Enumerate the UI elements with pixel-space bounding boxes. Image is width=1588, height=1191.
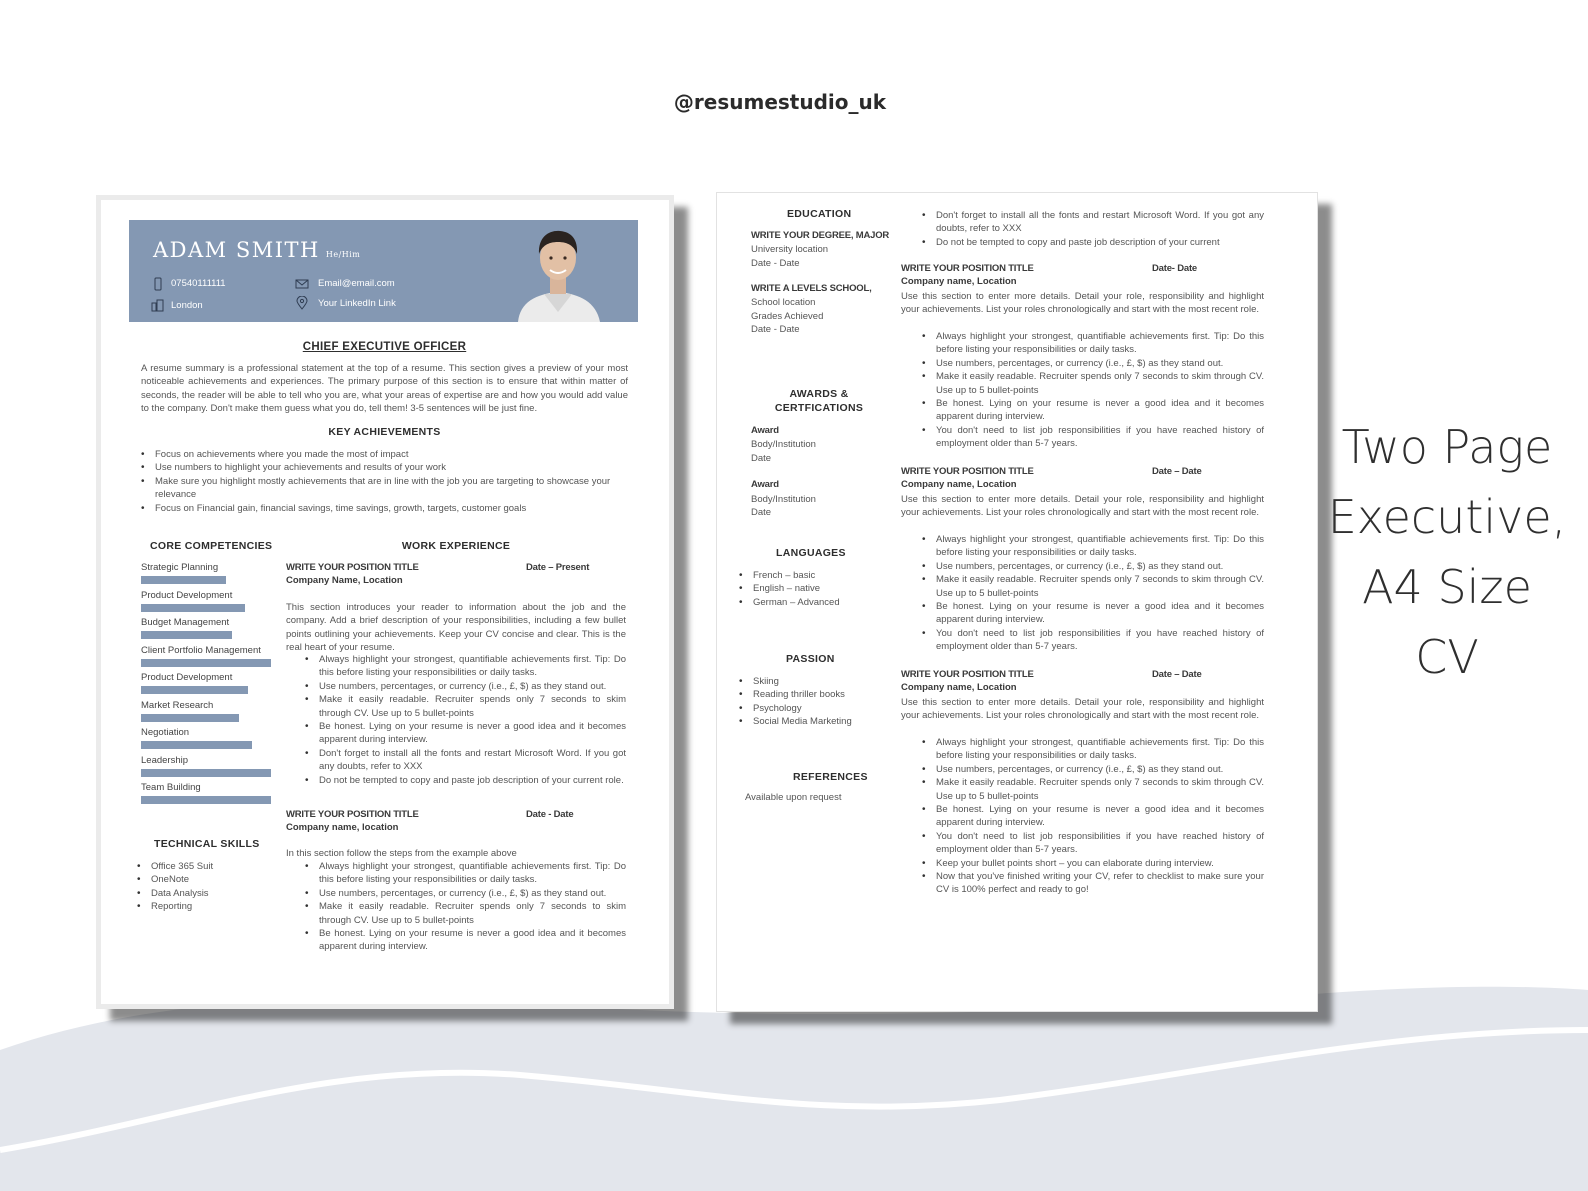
header-banner — [129, 220, 638, 322]
list-item: • Use numbers, percentages, or currency (i.e., £, $) as they stand out. — [920, 763, 1264, 776]
position-date: Date – Date — [1152, 669, 1202, 680]
references-text: Available upon request — [745, 792, 842, 803]
job-description: Use this section to enter more details. Detail your role, responsibility and highlight your achievements. List your roles chronologically and start with the most recent role. — [901, 494, 1264, 519]
carryover-bullets — [920, 209, 1264, 249]
skill-name: Product Development — [141, 672, 233, 683]
company-name: Company name, Location — [901, 682, 1017, 693]
pronouns: He/Him — [325, 250, 361, 259]
phone-icon — [151, 277, 165, 291]
list-item: • Make it easily readable. Recruiter spends only 7 seconds to skim through CV. Use up to 5 bullet-points — [303, 693, 626, 720]
award-title: Award — [751, 479, 779, 490]
list-item: • Be honest. Lying on your resume is never a good idea and it becomes apparent during interview. — [920, 803, 1264, 830]
skill-name: Team Building — [141, 782, 201, 793]
awards-heading-line1: AWARDS & — [789, 388, 849, 400]
position-title: WRITE YOUR POSITION TITLE — [286, 809, 419, 820]
phone-number: 07540111111 — [171, 278, 226, 289]
passion-list — [737, 675, 897, 729]
skill-name: Market Research — [141, 699, 214, 711]
list-item: • Make sure you highlight mostly achievements that are in line with the job you are targeting to showcase your relevance — [139, 475, 629, 502]
award-date: Date — [751, 507, 772, 518]
list-item: • Use numbers, percentages, or currency (i.e., £, $) as they stand out. — [920, 357, 1264, 370]
languages-list — [737, 569, 887, 609]
brand-handle: @resumestudio_uk — [673, 90, 887, 114]
list-item: • Always highlight your strongest, quantifiable achievements first. Tip: Do this before listing your responsibilities or daily tasks. — [303, 653, 626, 680]
email-address: Email@email.com — [318, 278, 395, 289]
list-item: • Be honest. Lying on your resume is never a good idea and it becomes apparent during interview. — [303, 720, 626, 747]
email-icon — [295, 277, 309, 291]
list-item: • Skiing — [737, 675, 897, 688]
position-date: Date- Date — [1152, 263, 1197, 274]
job-description: This section introduces your reader to information about the job and the company. Add a brief description of your responsibilities, including a few bullet points outlining your achievements. Keep your CV concise and clear. This is the real heart of your resume. — [286, 602, 626, 654]
degree-date: Date - Date — [751, 258, 800, 269]
promo-line: Two Page — [1341, 420, 1553, 474]
list-item: • Reporting — [135, 900, 275, 913]
list-item: • Use numbers, percentages, or currency (i.e., £, $) as they stand out. — [303, 887, 626, 900]
list-item: • Be honest. Lying on your resume is never a good idea and it becomes apparent during interview. — [303, 927, 626, 954]
list-item: • Psychology — [737, 702, 897, 715]
job-bullets — [920, 533, 1264, 654]
list-item: • German – Advanced — [737, 596, 887, 609]
skill-name: Product Development — [141, 589, 233, 601]
position-date: Date – Present — [526, 562, 590, 573]
list-item: • Don't forget to install all the fonts and restart Microsoft Word. If you got any doubts, refer to XXX — [920, 209, 1264, 236]
list-item: • Make it easily readable. Recruiter spends only 7 seconds to skim through CV. Use up to 5 bullet-points — [920, 776, 1264, 803]
skill-level-bar — [141, 631, 232, 639]
summary-text: A resume summary is a professional statement at the top of a resume. This section gives a preview of your most noticeable achievements and experiences. The primary purpose of this section is to ensure that within matter of seconds, the reader will be able to tell who you are, what your areas of expertise are and how you would add value to the company. Don't make them guess what you do, tell them! 3-5 sentences will be just fine. — [141, 363, 628, 415]
award-title: Award — [751, 425, 779, 436]
list-item: • Always highlight your strongest, quantifiable achievements first. Tip: Do this before listing your responsibilities or daily tasks. — [303, 860, 626, 887]
promo-line: CV — [1415, 630, 1479, 684]
alevels-title: WRITE A LEVELS SCHOOL, — [751, 283, 872, 294]
list-item: • Use numbers to highlight your achievements and results of your work — [139, 461, 629, 474]
job-bullets — [303, 860, 626, 954]
list-item: • Use numbers, percentages, or currency (i.e., £, $) as they stand out. — [920, 560, 1264, 573]
position-title: WRITE YOUR POSITION TITLE — [901, 466, 1034, 477]
job-bullets — [303, 653, 626, 787]
list-item: • Always highlight your strongest, quantifiable achievements first. Tip: Do this before listing your responsibilities or daily tasks. — [920, 330, 1264, 357]
achievements-list — [139, 448, 629, 515]
skill-level-bar — [141, 769, 271, 777]
position-date: Date - Date — [526, 809, 574, 820]
list-item: • Always highlight your strongest, quantifiable achievements first. Tip: Do this before listing your responsibilities or daily tasks. — [920, 736, 1264, 763]
linkedin-link: Your LinkedIn Link — [318, 298, 396, 309]
list-item: • Data Analysis — [135, 887, 275, 900]
technical-heading: TECHNICAL SKILLS — [154, 838, 260, 850]
promo-line: Executive, — [1327, 490, 1567, 544]
list-item: • English – native — [737, 582, 887, 595]
technical-list — [135, 860, 275, 914]
city: London — [171, 300, 203, 311]
candidate-name: ADAM SMITH He/Him — [153, 238, 361, 262]
list-item: • French – basic — [737, 569, 887, 582]
award-body: Body/Institution — [751, 494, 816, 505]
list-item: • You don't need to list job responsibilities if you have reached history of employment older than 5-7 years. — [920, 830, 1264, 857]
list-item: • Social Media Marketing — [737, 715, 897, 728]
profile-photo — [508, 220, 608, 322]
degree-title: WRITE YOUR DEGREE, MAJOR — [751, 230, 890, 241]
skill-name: Budget Management — [141, 617, 230, 628]
awards-heading — [757, 387, 881, 415]
alevels-location: School location — [751, 297, 816, 308]
resume-page-2 — [716, 192, 1318, 1012]
references-heading: REFERENCES — [793, 771, 868, 783]
list-item: • Now that you've finished writing your CV, refer to checklist to make sure your CV is 100% perfect and ready to go! — [920, 870, 1264, 897]
job-description: In this section follow the steps from the example above — [286, 848, 517, 859]
job-title: CHIEF EXECUTIVE OFFICER — [302, 341, 467, 353]
award-date: Date — [751, 453, 772, 464]
list-item: • You don't need to list job responsibilities if you have reached history of employment older than 5-7 years. — [920, 424, 1264, 451]
job-description: Use this section to enter more details. Detail your role, responsibility and highlight your achievements. List your roles chronologically and start with the most recent role. — [901, 697, 1264, 722]
list-item: • OneNote — [135, 873, 275, 886]
skill-level-bar — [141, 796, 271, 804]
languages-heading: LANGUAGES — [776, 547, 846, 559]
list-item: • Reading thriller books — [737, 688, 897, 701]
skill-name: Strategic Planning — [141, 562, 219, 573]
list-item: • Be honest. Lying on your resume is never a good idea and it becomes apparent during interview. — [920, 600, 1264, 627]
list-item: • Make it easily readable. Recruiter spends only 7 seconds to skim through CV. Use up to 5 bullet-points — [920, 573, 1264, 600]
passion-heading: PASSION — [786, 653, 835, 665]
job-bullets — [920, 330, 1264, 451]
awards-heading-line2: CERTFICATIONS — [774, 402, 864, 414]
list-item: • Make it easily readable. Recruiter spends only 7 seconds to skim through CV. Use up to 5 bullet-points — [920, 370, 1264, 397]
list-item: • You don't need to list job responsibilities if you have reached history of employment older than 5-7 years. — [920, 627, 1264, 654]
list-item: • Use numbers, percentages, or currency (i.e., £, $) as they stand out. — [303, 680, 626, 693]
list-item: • Don't forget to install all the fonts and restart Microsoft Word. If you got any doubts, refer to XXX — [303, 747, 626, 774]
company-name: Company name, Location — [901, 479, 1017, 490]
alevels-date: Date - Date — [751, 324, 800, 335]
skill-name: Negotiation — [141, 727, 190, 738]
list-item: • Be honest. Lying on your resume is never a good idea and it becomes apparent during interview. — [920, 397, 1264, 424]
list-item: • Do not be tempted to copy and paste job description of your current — [920, 236, 1264, 249]
achievements-heading: KEY ACHIEVEMENTS — [328, 426, 441, 438]
skill-name: Client Portfolio Management — [141, 644, 261, 656]
competencies-list — [141, 562, 276, 812]
list-item: • Office 365 Suit — [135, 860, 275, 873]
resume-page-1 — [96, 195, 674, 1009]
skill-level-bar — [141, 659, 271, 667]
company-name: Company name, Location — [901, 276, 1017, 287]
position-title: WRITE YOUR POSITION TITLE — [901, 669, 1034, 680]
city-icon — [151, 298, 165, 312]
position-date: Date – Date — [1152, 466, 1202, 477]
list-item: • Always highlight your strongest, quantifiable achievements first. Tip: Do this before listing your responsibilities or daily tasks. — [920, 533, 1264, 560]
location-pin-icon — [295, 296, 309, 310]
competencies-heading: CORE COMPETENCIES — [150, 540, 273, 552]
education-heading: EDUCATION — [787, 208, 852, 220]
position-title: WRITE YOUR POSITION TITLE — [286, 562, 419, 573]
skill-level-bar — [141, 686, 248, 694]
list-item: • Do not be tempted to copy and paste job description of your current role. — [303, 774, 626, 787]
promo-caption — [1322, 412, 1572, 692]
work-heading: WORK EXPERIENCE — [401, 540, 511, 552]
list-item: • Make it easily readable. Recruiter spends only 7 seconds to skim through CV. Use up to 5 bullet-points — [303, 900, 626, 927]
skill-name: Leadership — [141, 754, 189, 766]
skill-level-bar — [141, 714, 239, 722]
alevels-grades: Grades Achieved — [751, 311, 824, 322]
list-item: • Focus on achievements where you made the most of impact — [139, 448, 629, 461]
position-title: WRITE YOUR POSITION TITLE — [901, 263, 1034, 274]
list-item: • Keep your bullet points short – you can elaborate during interview. — [920, 857, 1264, 870]
promo-line: A4 Size — [1362, 560, 1532, 614]
award-body: Body/Institution — [751, 439, 816, 450]
company-name: Company name, location — [286, 822, 399, 833]
job-bullets — [920, 736, 1264, 897]
list-item: • Focus on Financial gain, financial savings, time savings, growth, targets, customer goals — [139, 502, 629, 515]
degree-location: University location — [751, 244, 829, 255]
job-description: Use this section to enter more details. Detail your role, responsibility and highlight your achievements. List your roles chronologically and start with the most recent role. — [901, 291, 1264, 316]
skill-level-bar — [141, 604, 245, 612]
skill-level-bar — [141, 576, 226, 584]
company-name: Company Name, Location — [286, 575, 403, 586]
skill-level-bar — [141, 741, 252, 749]
